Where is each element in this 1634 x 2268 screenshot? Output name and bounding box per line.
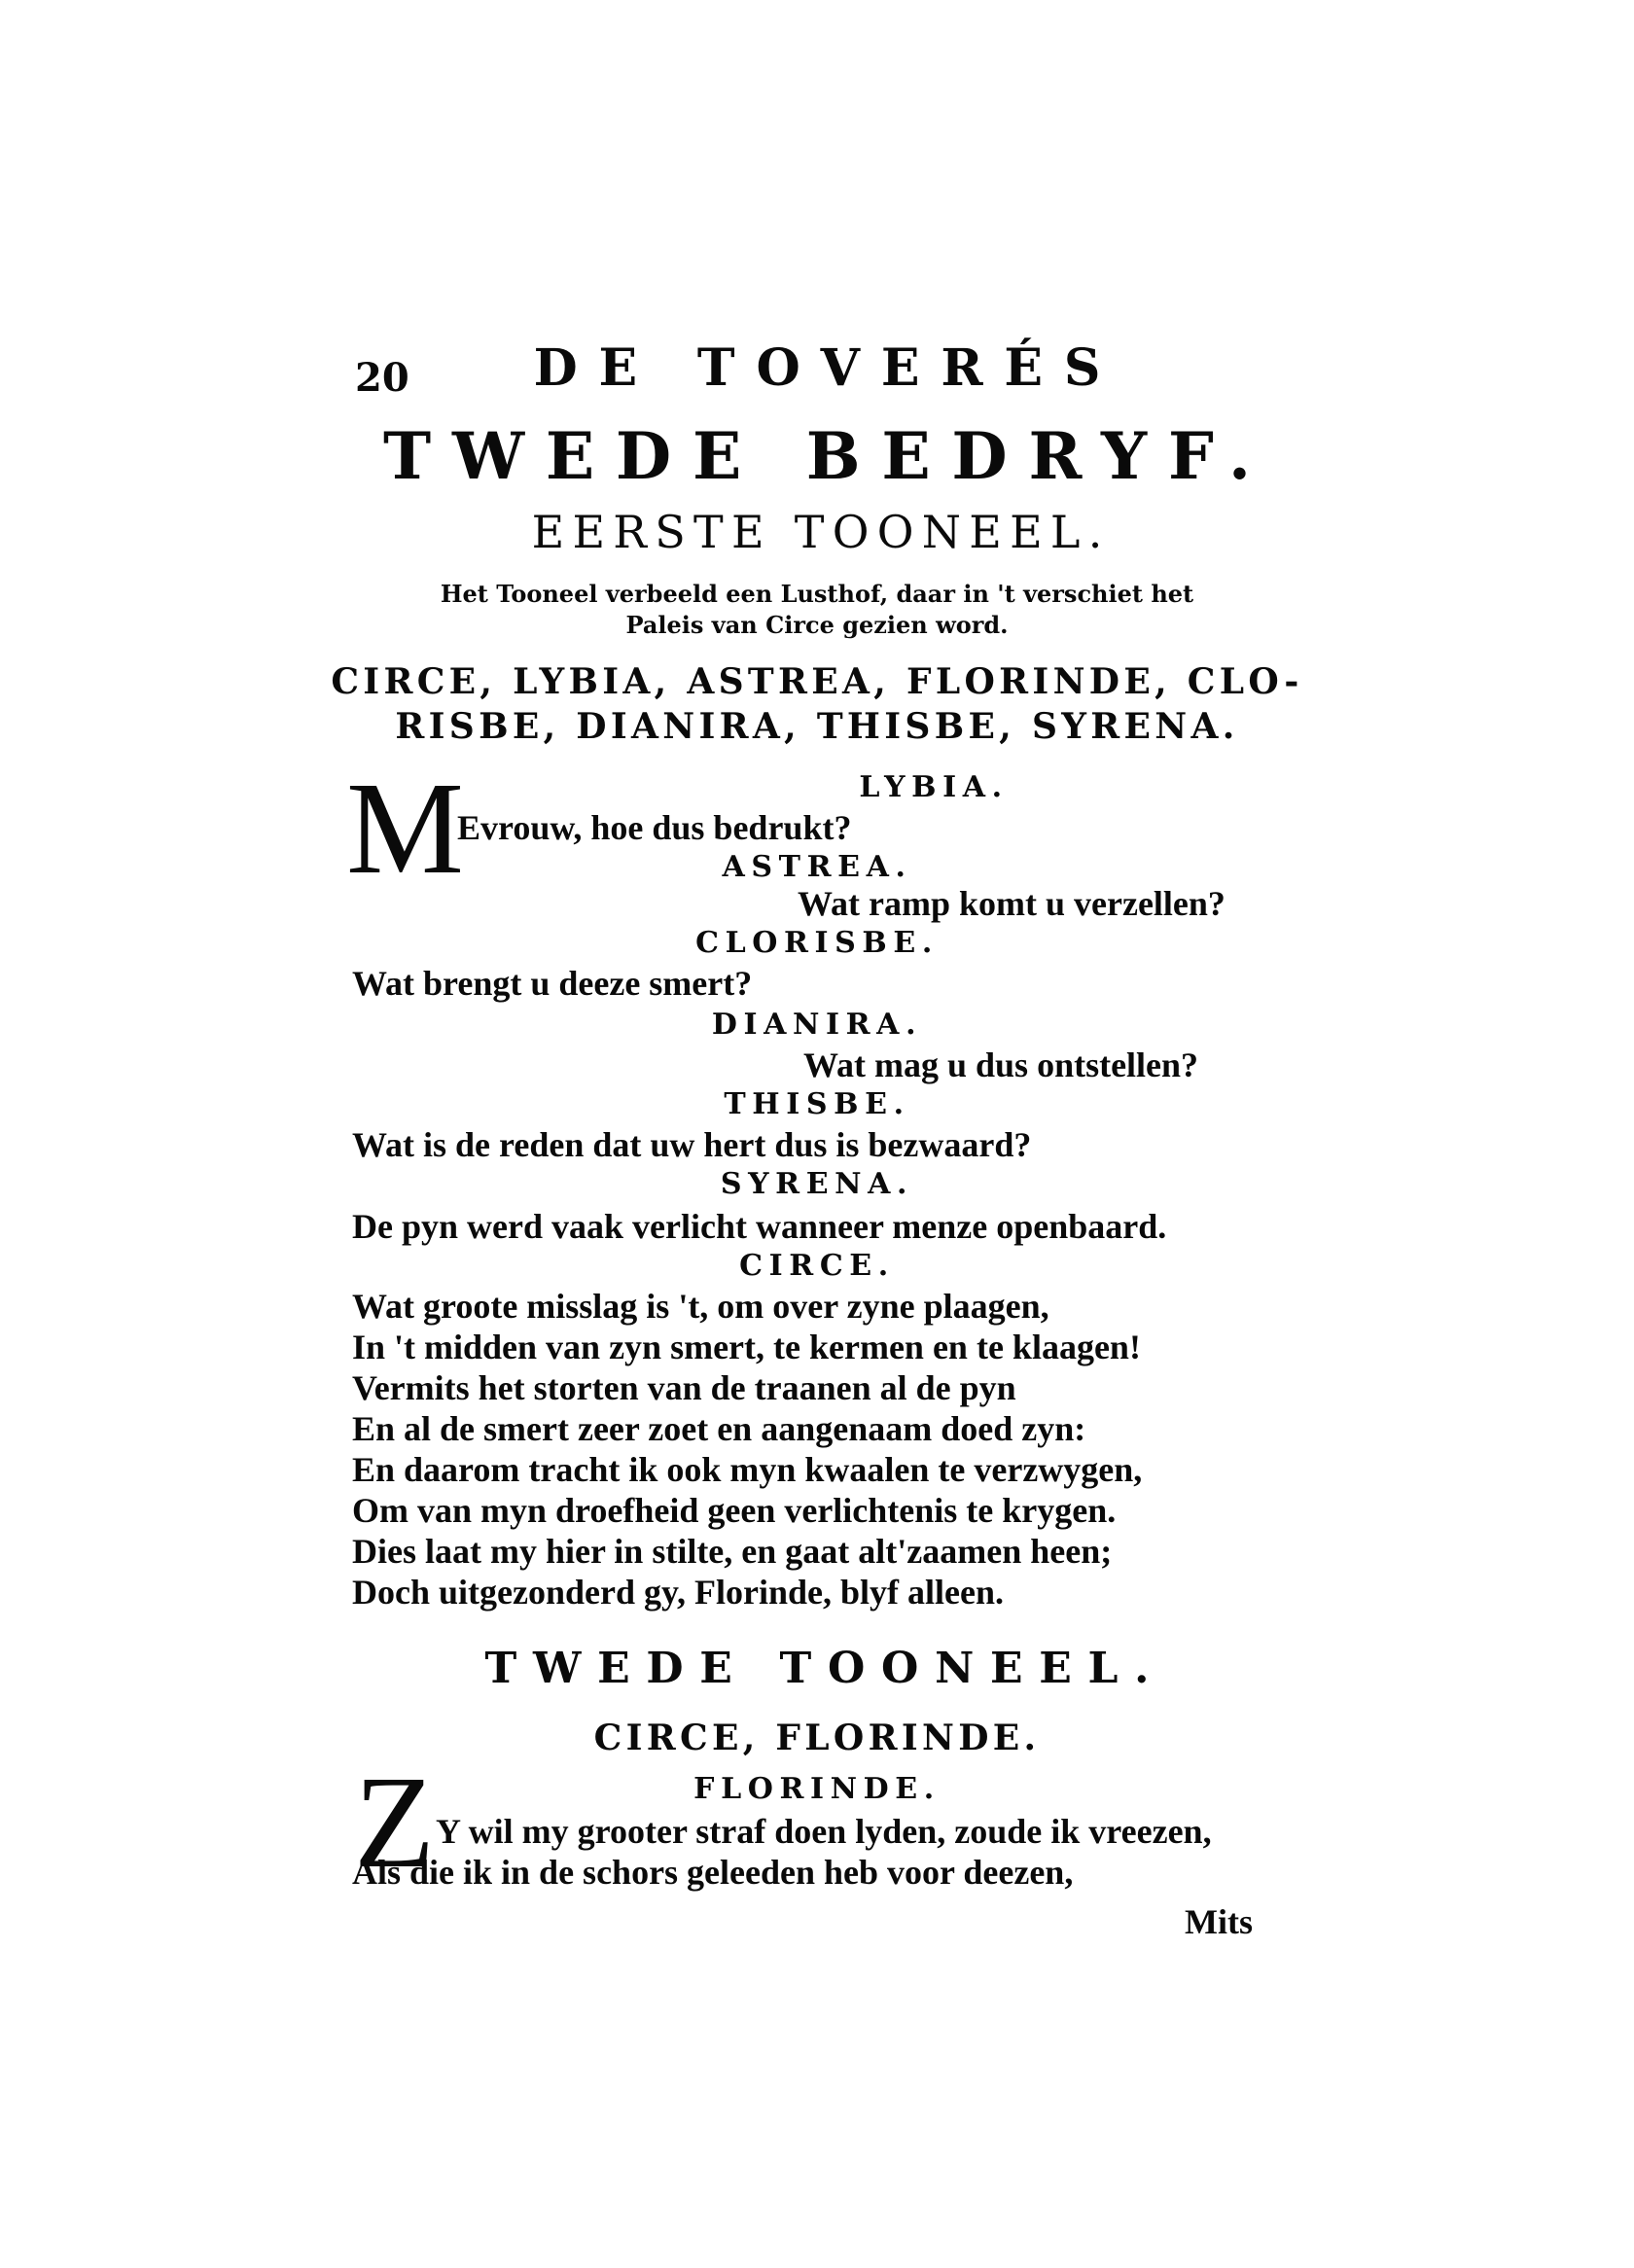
speaker-name: SYRENA.	[720, 1167, 914, 1201]
speaker-name: THISBE.	[724, 1087, 910, 1121]
scene-title: EERSTE TOONEEL.	[531, 506, 1111, 558]
verse-line: Wat groote misslag is 't, om over zyne plaagen,	[352, 1287, 1049, 1326]
verse-line: Wat brengt u deeze smert?	[352, 964, 753, 1003]
verse-line: Wat ramp komt u verzellen?	[798, 884, 1226, 923]
verse-line: Evrouw, hoe dus bedrukt?	[457, 808, 852, 847]
stage-direction-line: Het Tooneel verbeeld een Lusthof, daar in 't verschiet het	[440, 580, 1194, 608]
speaker-name: DIANIRA.	[711, 1008, 923, 1042]
drop-cap: M	[346, 756, 464, 902]
page-number: 20	[355, 355, 409, 401]
scene-title: TWEDE TOONEEL.	[484, 1644, 1166, 1693]
verse-line: Vermits het storten van de traanen al de pyn	[352, 1368, 1016, 1407]
cast-list-line: CIRCE, FLORINDE.	[593, 1718, 1041, 1758]
act-title: TWEDE BEDRYF.	[383, 418, 1272, 494]
verse-line: In 't midden van zyn smert, te kermen en te klaagen!	[352, 1328, 1141, 1366]
running-title: DE TOVERÉS	[533, 338, 1122, 398]
verse-line: De pyn werd vaak verlicht wanneer menze openbaard.	[352, 1207, 1167, 1246]
speaker-name: ASTREA.	[722, 850, 912, 884]
drop-cap: Z	[354, 1750, 436, 1896]
cast-list-line: RISBE, DIANIRA, THISBE, SYRENA.	[395, 706, 1239, 747]
verse-line: Doch uitgezonderd gy, Florinde, blyf alleen.	[352, 1573, 1004, 1612]
verse-line: Dies laat my hier in stilte, en gaat alt'zaamen heen;	[352, 1532, 1113, 1571]
speaker-name: LYBIA.	[859, 770, 1009, 804]
verse-line: Wat is de reden dat uw hert dus is bezwaard?	[352, 1125, 1032, 1164]
verse-line: Wat mag u dus ontstellen?	[803, 1045, 1199, 1084]
verse-line: Y wil my grooter straf doen lyden, zoude ik vreezen,	[436, 1812, 1212, 1851]
speaker-name: CLORISBE.	[695, 926, 939, 960]
cast-list-line: CIRCE, LYBIA, ASTREA, FLORINDE, CLO-	[331, 661, 1303, 702]
verse-line: Om van myn droefheid geen verlichtenis te krygen.	[352, 1491, 1117, 1530]
verse-line: En daarom tracht ik ook myn kwaalen te verzwygen,	[352, 1450, 1143, 1489]
verse-line: En al de smert zeer zoet en aangenaam doed zyn:	[352, 1409, 1086, 1448]
verse-line: Als die ik in de schors geleeden heb voor deezen,	[352, 1853, 1074, 1892]
stage-direction-line: Paleis van Circe gezien word.	[625, 611, 1009, 639]
speaker-name: CIRCE.	[739, 1249, 895, 1283]
speaker-name: FLORINDE.	[693, 1772, 941, 1806]
catchword: Mits	[1185, 1902, 1253, 1941]
